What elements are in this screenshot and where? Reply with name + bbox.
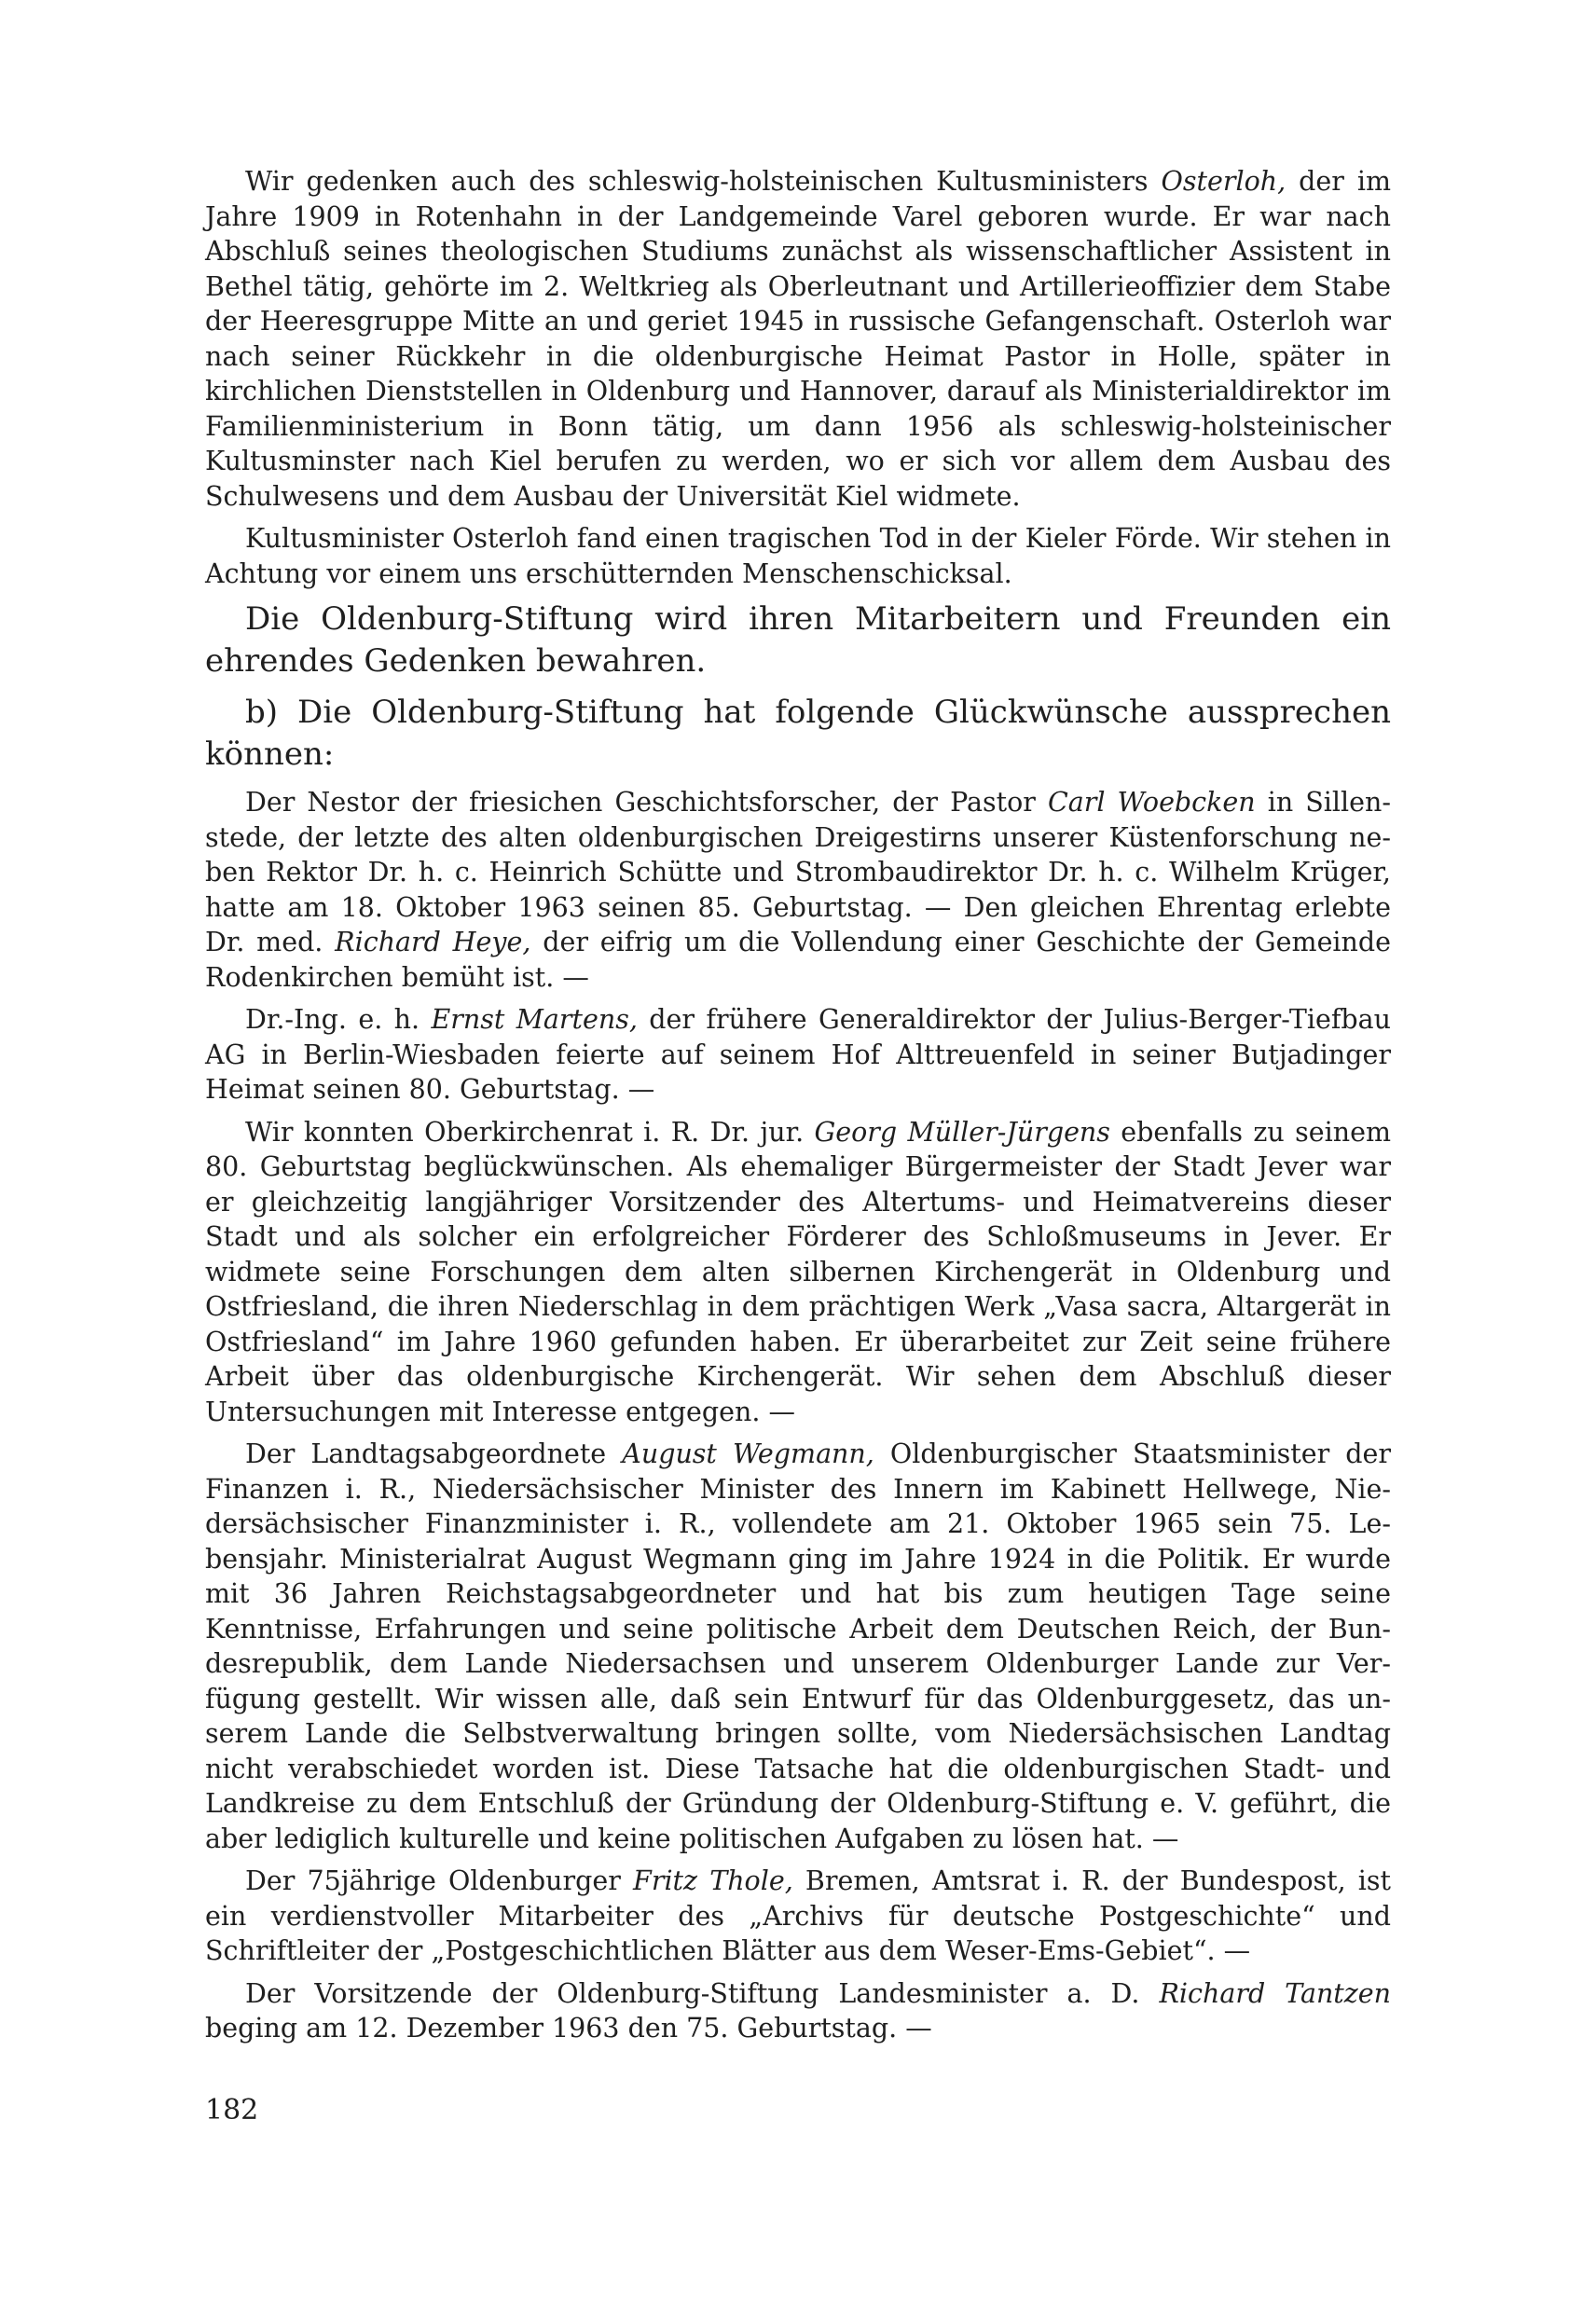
person-name: Ernst Martens, <box>431 1004 638 1035</box>
paragraph <box>205 1976 1391 2046</box>
person-name: Fritz Thole, <box>633 1865 793 1896</box>
text-run: der im Jahre 1909 in Rotenhahn in der Landgemeinde Varel geboren wurde. Er war nach Abschluß seines theologischen Studiums zunächst als wissenschaftlicher Assistent in Bethel tätig, gehörte im 2. Weltkrieg als Oberleutnant und Artillerieoffizier dem Stabe der Heeresgruppe Mitte an und geriet 1945 in russische Gefangenschaft. Osterloh war nach seiner Rückkehr in die oldenburgische Heimat Pastor in Holle, später in kirchlichen Dienststellen in Oldenburg und Hannover, darauf als Ministerialdirektor im Familienministerium in Bonn tätig, um dann 1956 als schleswig-holsteinischer Kultusminster nach Kiel berufen zu werden, wo er sich vor allem dem Ausbau des Schulwesens und dem Ausbau der Universität Kiel widmete. <box>205 166 1391 512</box>
person-name: Richard Tantzen <box>1159 1977 1391 2009</box>
paragraph <box>205 521 1391 591</box>
text-run: der frühere Generaldirektor der Julius-Berger-Tiefbau AG in Berlin-Wiesbaden feierte auf seinem Hof Alttreuenfeld in seiner Butjadinger Heimat seinen 80. Geburtstag. — <box>205 1004 1392 1105</box>
text-run: b) Die Oldenburg-Stiftung hat folgende Glückwünsche aussprechen können: <box>205 694 1391 773</box>
paragraph <box>205 599 1391 682</box>
text-run: Der 75jährige Oldenburger <box>245 1865 634 1896</box>
text-run: Kultusminister Osterloh fand einen tragischen Tod in der Kieler Förde. Wir stehen in Achtung vor einem uns erschütternden Menschenschicksal. <box>205 523 1391 589</box>
text-run: Bremen, Amtsrat i. R. der Bundespost, ist ein verdienstvoller Mitarbeiter des „Archivs für deutsche Postgeschichte“ und Schriftleiter der „Postgeschichtlichen Blätter aus dem Weser-Ems-Gebiet“. — <box>205 1865 1391 1966</box>
paragraph <box>205 164 1391 514</box>
paragraph <box>205 1437 1391 1856</box>
text-run: Wir gedenken auch des schleswig-holsteinischen Kultusministers <box>245 166 1162 197</box>
body-text <box>205 164 1391 2054</box>
text-run: Oldenburgischer Staatsminister der Finanzen i. R., Niedersächsischer Minister des Innern im Kabinett Hellwege, Niedersächsischer Finanzminister i. R., vollendete am 21. Oktober 1965 sein 75. Lebensjahr. Ministerialrat August Wegmann ging im Jahre 1924 in die Politik. Er wurde mit 36 Jahren Reichstagsabgeordneter und hat bis zum heutigen Tage seine Kenntnisse, Erfahrungen und seine politische Arbeit dem Deutschen Reich, der Bundesrepublik, dem Lande Niedersachsen und unserem Oldenburger Lande zur Verfügung gestellt. Wir wissen alle, daß sein Entwurf für das Oldenburggesetz, das unserem Lande die Selbstverwaltung bringen sollte, vom Niedersächsischen Landtag nicht verabschiedet worden ist. Diese Tatsache hat die oldenburgischen Stadt- und Landkreise zu dem Entschluß der Gründung der Oldenburg-Stiftung e. V. geführt, die aber lediglich kulturelle und keine politischen Aufgaben zu lösen hat. — <box>205 1438 1392 1854</box>
person-name: Carl Woebcken <box>1047 787 1256 818</box>
paragraph <box>205 1002 1391 1108</box>
text-run: Der Nestor der friesichen Geschichtsforscher, der Pastor <box>245 787 1048 818</box>
text-run: beging am 12. Dezember 1963 den 75. Geburtstag. — <box>205 2013 932 2044</box>
person-name: Osterloh, <box>1161 166 1286 197</box>
person-name: August Wegmann, <box>622 1438 874 1469</box>
text-run: in Sillenstede, der letzte des alten oldenburgischen Dreigestirns unserer Küstenforschung neben Rektor Dr. h. c. Heinrich Schütte und Strombaudirektor Dr. h. c. Wilhelm Krüger, hatte am 18. Oktober 1963 seinen 85. Geburtstag. — Den gleichen Ehrentag erlebte Dr. med. <box>205 787 1391 957</box>
text-run: Der Vorsitzende der Oldenburg-Stiftung Landesminister a. D. <box>245 1977 1160 2009</box>
paragraph <box>205 1864 1391 1969</box>
text-run: ebenfalls zu seinem 80. Geburtstag beglückwünschen. Als ehemaliger Bürgermeister der Stadt Jever war er gleichzeitig langjähriger Vorsitzender des Altertums- und Heimatvereins dieser Stadt und als solcher ein erfolgreicher Förderer des Schloßmuseums in Jever. Er widmete seine Forschungen dem alten silbernen Kirchengerät in Oldenburg und Ostfriesland, die ihren Niederschlag in dem prächtigen Werk „Vasa sacra, Altargerät in Ostfriesland“ im Jahre 1960 gefunden haben. Er überarbeitet zur Zeit seine frühere Arbeit über das oldenburgische Kirchengerät. Wir sehen dem Abschluß dieser Untersuchungen mit Interesse entgegen. — <box>205 1116 1391 1427</box>
text-run: Dr.-Ing. e. h. <box>245 1004 432 1035</box>
text-run: Der Landtagsabgeordnete <box>245 1438 623 1469</box>
text-run: Wir konnten Oberkirchenrat i. R. Dr. jur. <box>245 1116 815 1148</box>
text-run: der eifrig um die Vollendung einer Geschichte der Gemeinde Rodenkirchen bemüht ist. — <box>205 927 1392 993</box>
person-name: Georg Müller-Jürgens <box>814 1116 1110 1148</box>
paragraph <box>205 785 1391 995</box>
page-number: 182 <box>205 2094 259 2126</box>
person-name: Richard Heye, <box>335 927 531 957</box>
text-run: Die Oldenburg-Stiftung wird ihren Mitarbeitern und Freunden ein ehrendes Gedenken bewahren. <box>205 600 1391 680</box>
paragraph <box>205 1115 1391 1430</box>
paragraph <box>205 692 1391 776</box>
